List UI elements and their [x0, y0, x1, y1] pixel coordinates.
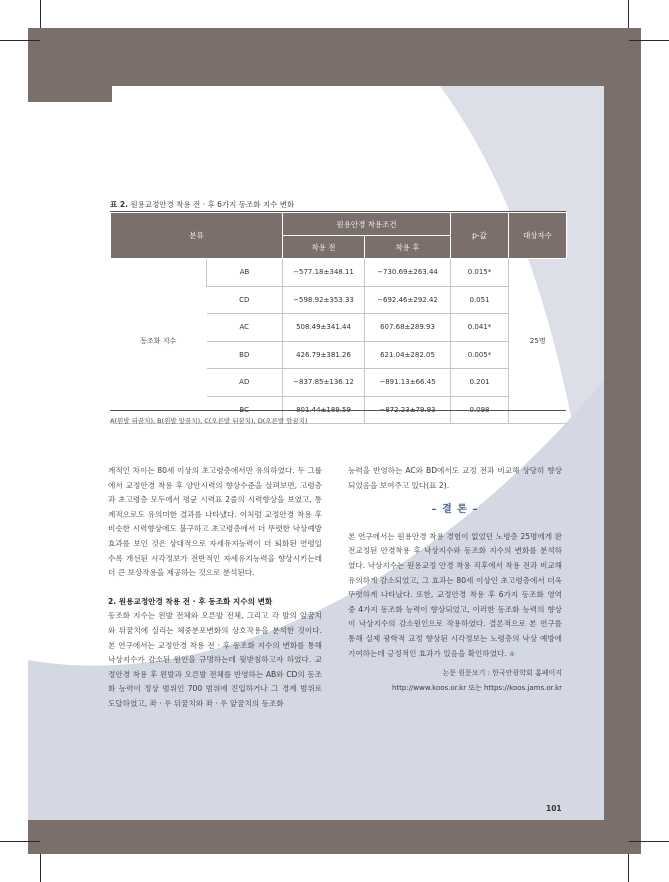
table-caption: [110, 199, 294, 210]
row-before: 508.49±341.44: [283, 314, 365, 342]
row-code: BD: [207, 341, 283, 369]
row-code: AD: [207, 369, 283, 397]
row-after: −692.46±292.42: [365, 286, 451, 314]
right-column: [348, 464, 562, 695]
row-after: −891.13±66.45: [365, 369, 451, 397]
conclusion-heading: – 결 론 –: [431, 504, 479, 516]
crop-mark: [629, 40, 669, 41]
header-category: 분류: [111, 213, 283, 259]
subjects-value: 25명: [509, 259, 567, 424]
row-code: CD: [207, 286, 283, 314]
row-p: 0.051: [451, 286, 509, 314]
row-code: AB: [207, 259, 283, 287]
row-before: −837.85±136.12: [283, 369, 365, 397]
body-paragraph: 동조화 지수는 왼발 전체와 오른발 전체, 그리고 각 발의 앞꿈치와 뒤꿈치에 실리는 체중분포변화의 상호작용을 분석한 것이다. 본 연구에서는 교정안경 착용 전 · 후 동조화 지수의 변화를 통해 낙상지수가 감소된 원인을 규명하는데 뒷받침하고자 하였다. 교정안경 착용 후 왼발과 오른발 전체를 반영하는 AB와 CD의 동조화 능력이 정상 범위인 700 범위에 진입하거나 그 경계 범위로 도달하였고, 좌 · 우 뒤꿈치와 좌 · 우 앞꿈치의 동조화: [108, 611, 322, 708]
row-after: 607.68±289.93: [365, 314, 451, 342]
change-table: [110, 212, 567, 424]
row-p: 0.201: [451, 369, 509, 397]
body-paragraph: 능력을 반영하는 AC와 BD에서도 교정 전과 비교해 상당히 향상되었음을 보여주고 있다(표 2).: [348, 466, 562, 490]
table-caption-title: 원용교정안경 착용 전 · 후 6가지 동조화 지수 변화: [130, 200, 295, 209]
crop-mark: [628, 854, 629, 882]
row-before: −577.18±348.11: [283, 259, 365, 287]
section-heading: 2. 원용교정안경 착용 전 · 후 동조화 지수의 변화: [108, 596, 273, 606]
header-after: 착용 후: [365, 236, 451, 259]
body-paragraph: [348, 530, 562, 662]
row-p: 0.041*: [451, 314, 509, 342]
table-bottom-rule: [110, 410, 566, 411]
crop-mark: [628, 0, 629, 28]
header-group: 원용안경 착용조건: [283, 213, 451, 236]
conclusion-text: 본 연구에서는 원용안경 착용 경험이 없었던 노령층 25명에게 완전교정된 안경착용 후 낙상지수와 동조화 지수의 변화를 분석하였다. 낙상지수는 원용교정 안경 착용 직후에서 착용 전과 비교해 유의하게 감소되었고, 그 효과는 80세 이상인 초고령층에서 더욱 뚜렷하게 나타났다. 또한, 교정안경 착용 후 6가지 동조화 영역 중 4가지 동조화 능력이 향상되었고, 이러한 동조화 능력의 향상이 낙상지수의 감소원인으로 작용하였다. 결론적으로 본 연구를 통해 실제 광학적 교정 향상된 시각정보는 노령층의 낙상 예방에 기여하는데 긍정적인 효과가 있음을 확인하였다.: [348, 531, 562, 658]
table-caption-label: 표 2.: [110, 200, 128, 209]
body-paragraph: 계적인 차이는 80세 이상의 초고령층에서만 유의하였다. 두 그룹에서 교정안경 착용 후 양안시력의 향상수준을 살펴보면, 고령층과 초고령층 모두에서 평균 시력표 2줄의 시력향상을 보였고, 통계적으로도 유의미한 결과를 나타냈다. 이처럼 교정안경 착용 후 비슷한 시력향상에도 불구하고 초고령층에서 더 뚜렷한 낙상예방효과를 보인 것은 상대적으로 자세유지능력이 더 퇴화된 연령일수록 개선된 시각정보가 전반적인 자세유지능력을 향상시키는데 더 큰 보상작용을 제공하는 것으로 분석된다.: [108, 466, 322, 578]
row-after: 621.04±282.05: [365, 341, 451, 369]
crop-mark: [40, 0, 41, 28]
row-code: AC: [207, 314, 283, 342]
header-subjects: 대상자수: [509, 213, 567, 259]
crop-mark: [0, 841, 40, 842]
page-number: 101: [546, 804, 562, 813]
left-column: [108, 464, 322, 712]
row-label: 동조화 지수: [111, 259, 207, 424]
header-before: 착용 전: [283, 236, 365, 259]
header-p: p-값: [451, 213, 509, 259]
row-after: −730.69±263.44: [365, 259, 451, 287]
row-before: 426.79±381.26: [283, 341, 365, 369]
source-link[interactable]: http://www.koos.or.kr 또는 https://koos.jams.or.kr: [391, 683, 562, 692]
source-line: 논문 원문보기 : 한국안광학회 홈페이지: [442, 669, 562, 678]
crop-mark: [0, 40, 40, 41]
row-p: 0.015*: [451, 259, 509, 287]
row-p: 0.005*: [451, 341, 509, 369]
table-row: [111, 259, 567, 287]
table-note: A(왼발 뒤꿈치), B(왼발 앞꿈치), C(오른발 뒤꿈치), D(오른발 앞꿈치): [110, 417, 308, 425]
row-before: −598.92±353.33: [283, 286, 365, 314]
crop-mark: [629, 841, 669, 842]
crop-mark: [40, 854, 41, 882]
end-mark-icon: ④: [509, 650, 515, 658]
